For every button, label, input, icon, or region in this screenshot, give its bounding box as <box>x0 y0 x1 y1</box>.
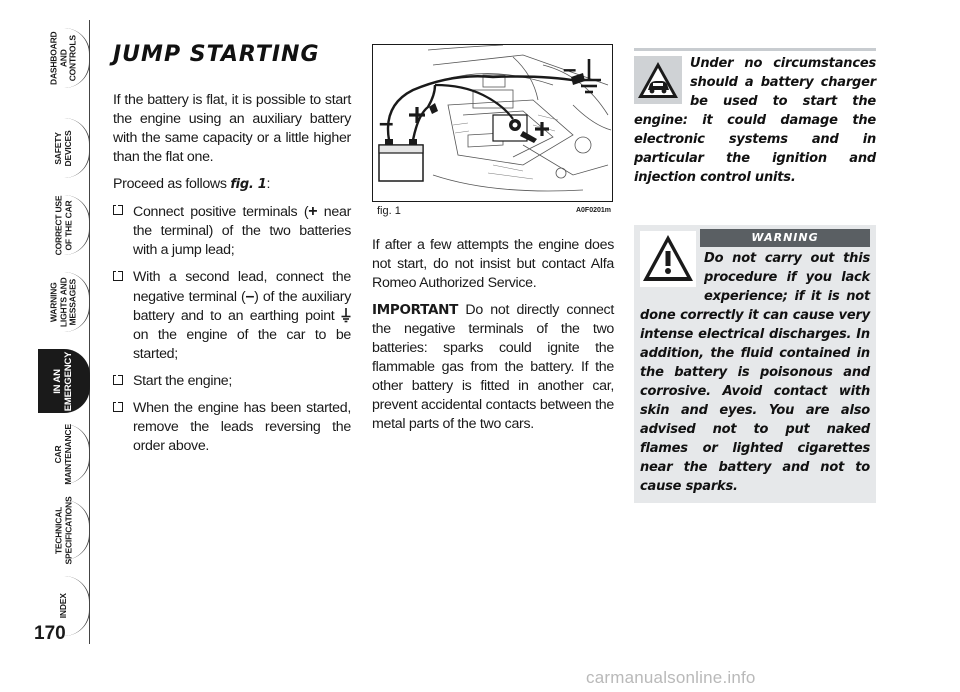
warning-triangle-icon <box>640 231 696 287</box>
tab-warning-lights[interactable] <box>38 272 90 332</box>
tab-label: CAR MAINTENANCE <box>53 423 73 485</box>
section-title: JUMP STARTING <box>113 42 320 67</box>
proceed-paragraph: Proceed as follows fig. 1: <box>113 176 271 192</box>
tab-safety-devices[interactable] <box>38 118 90 178</box>
watermark: carmanualsonline.info <box>586 668 756 687</box>
tab-label: IN AN EMERGENCY <box>52 351 74 411</box>
tab-label: TECHNICAL SPECIFICATIONS <box>53 496 73 564</box>
car-damage-warning-icon <box>634 56 682 104</box>
notice-text: Under no circumstances should a battery charger be used to start the engine: it could damage the electronic systems and in particular the ignition and injection control units. <box>634 56 876 185</box>
figure-reference[interactable]: fig. 1 <box>230 177 267 192</box>
tab-car-maintenance[interactable] <box>38 424 90 484</box>
tab-label: SAFETY DEVICES <box>53 130 73 166</box>
tab-in-an-emergency[interactable] <box>38 349 90 413</box>
list-item: When the engine has been started, remove the leads reversing the order above. <box>113 399 351 456</box>
figure-minus-label: – <box>379 107 394 137</box>
notice-rule <box>634 48 876 51</box>
list-item: With a second lead, connect the negative terminal (–) of the auxiliary battery and to an earthing point on the engine of the car to be started; <box>113 268 351 364</box>
main-column <box>113 42 351 464</box>
notice-box <box>634 48 876 187</box>
checkbox-bullet-icon <box>113 205 123 215</box>
figure-caption: fig. 1 <box>377 205 401 217</box>
page-number: 170 <box>34 623 66 644</box>
second-column <box>372 236 614 442</box>
list-item: Connect positive terminals (+ near the terminal) of the two batteries with a jump lead; <box>113 202 351 260</box>
important-label: IMPORTANT <box>372 302 459 318</box>
tab-line <box>89 20 90 644</box>
tab-technical-specifications[interactable] <box>38 496 90 564</box>
ground-icon <box>341 308 351 323</box>
checkbox-bullet-icon <box>113 402 123 412</box>
important-paragraph: IMPORTANT Do not directly connect the negative terminals of the two batteries: sparks could ignite the flammable gas from the battery. If the other battery is fitted in another car, prevent accidental contacts between the metal parts of the two cars. <box>372 302 614 432</box>
tab-label: WARNING LIGHTS AND MESSAGES <box>48 277 78 327</box>
tab-label: CORRECT USE OF THE CAR <box>53 195 73 255</box>
checkbox-bullet-icon <box>113 271 123 281</box>
figure-minus-label-ground: – <box>563 56 577 83</box>
minus-symbol: – <box>245 288 255 305</box>
engine-bay-drawing <box>373 45 613 202</box>
figure-code: A0F0201m <box>575 207 611 214</box>
warning-box <box>634 225 876 503</box>
tab-correct-use[interactable] <box>38 195 90 255</box>
jump-start-illustration <box>372 44 613 202</box>
service-paragraph: If after a few attempts the engine does not start, do not insist but contact Alfa Romeo Authorized Service. <box>372 237 614 291</box>
warning-text: Do not carry out this procedure if you lack experience; if it is not done correctly it can cause very intense electrical discharges. In addition, the fluid contained in the battery is poisonous and corrosive. Avoid contact with skin and eyes. You are also advised not to put naked flames or lighted cigarettes near the battery and not to cause sparks. <box>640 251 870 494</box>
warning-label: WARNING <box>700 229 870 247</box>
steps-list <box>113 202 351 456</box>
chapter-tabs <box>38 20 90 644</box>
checkbox-bullet-icon <box>113 375 123 385</box>
figure-jump-start <box>372 44 613 220</box>
tab-label: DASHBOARD AND CONTROLS <box>48 31 78 85</box>
list-item: Start the engine; <box>113 372 351 391</box>
tab-dashboard-and-controls[interactable] <box>38 28 90 88</box>
tab-label: INDEX <box>57 593 68 619</box>
intro-paragraph: If the battery is flat, it is possible to start the engine using an auxiliary battery with the same capacity or a little higher than the flat one. <box>113 92 351 165</box>
plus-symbol: + <box>308 203 318 220</box>
